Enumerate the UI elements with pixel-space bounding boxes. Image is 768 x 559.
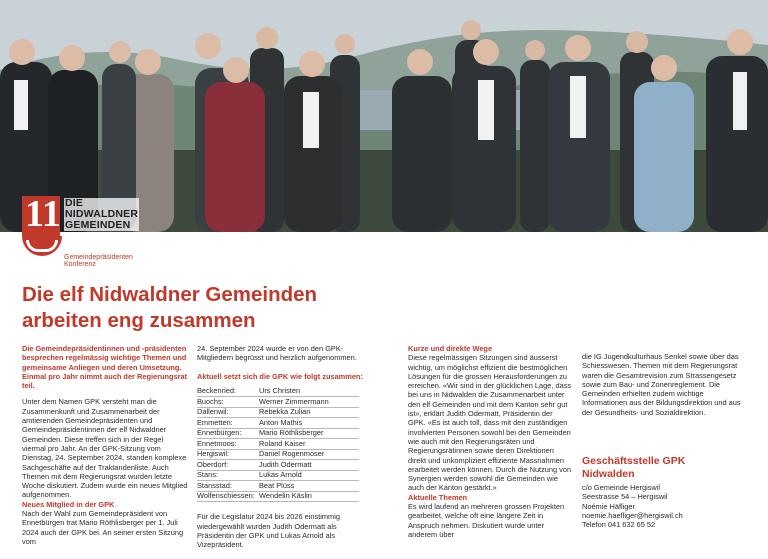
office-line: Noémie Häfliger [582, 501, 635, 511]
outro-paragraph: Für die Legislatur 2024 bis 2026 einstimmig wiedergewählt wurden Judith Odermatt als Präsidentin der GPK und Lukas Arnold als Vizepräsident. [197, 512, 340, 550]
roster-table [197, 387, 359, 502]
roster-row [197, 387, 359, 397]
roster-name: Wendelin Käslin [259, 491, 359, 501]
roster-row [197, 470, 359, 480]
office-line: Telefon 041 632 65 52 [582, 520, 656, 530]
roster-row [197, 449, 359, 459]
office-line: c/o Gemeinde Hergiswil [582, 483, 661, 493]
roster-place: Stans: [197, 470, 259, 480]
roster-body [197, 387, 359, 502]
roster-name: Lukas Arnold [259, 470, 359, 480]
title-line-2: arbeiten eng zusammen [22, 309, 256, 332]
subhead-new-member: Neues Mitglied in der GPK [22, 499, 115, 509]
office-line: Seestrasse 54 – Hergiswil [582, 492, 668, 502]
column-2 [197, 344, 363, 549]
roster-place: Emmetten: [197, 418, 259, 428]
body-paragraph-5: die IG Jugendkulturhaus Senkel sowie über das Schiesswesen. Themen mit dem Regierungsrat waren die Gesamtrevision zum Strassengesetz sowie zum Bau- und Zonenreglement. Die Gemeinden erhielten zudem wichtige Informationen aus der Bildungsdirektion und aus der Gesundheits- und Sozialdirektion. [582, 352, 741, 417]
roster-place: Oberdorf: [197, 460, 259, 470]
roster-place: Beckenried: [197, 387, 259, 397]
logo-number: 11 [25, 193, 61, 235]
roster-name: Roland Kaiser [259, 439, 359, 449]
column-3 [408, 344, 572, 539]
logo-line-2: NIDWALDNER [65, 208, 139, 220]
body-paragraph-4: Es wird laufend an mehreren grossen Projekten gearbeitet, welche oft eine längere Zeit in Anspruch nehmen. Diskutiert wurde unter anderem über [408, 502, 565, 539]
roster-name: Mario Röthlisberger [259, 428, 359, 438]
office-title-line-1: Geschäftsstelle GPK [582, 455, 686, 468]
subhead-current-topics: Aktuelle Themen [408, 492, 468, 502]
roster-row [197, 460, 359, 470]
roster-name: Beat Plüss [259, 481, 359, 491]
subhead-short-ways: Kurze und direkte Wege [408, 344, 493, 353]
roster-place: Buochs: [197, 397, 259, 407]
office-title-line-2: Nidwalden [582, 467, 635, 480]
roster-name: Daniel Rogenmoser [259, 449, 359, 459]
roster-place: Hergiswil: [197, 449, 259, 459]
roster-place: Stansstad: [197, 481, 259, 491]
logo-wordmark [64, 198, 139, 231]
gpk-logo [22, 193, 158, 270]
roster-row [197, 418, 359, 428]
roster-row [197, 481, 359, 491]
roster-name: Urs Christen [259, 387, 359, 397]
roster-row [197, 439, 359, 449]
logo-subtitle-1: Gemeindepräsidenten [64, 254, 133, 261]
roster-row [197, 491, 359, 501]
office-title [582, 455, 748, 480]
body-paragraph-1: Unter dem Namen GPK versteht man die Zusammenkunft und Zusammenarbeit der amtierenden Gemeindepräsidenten und Gemeindepräsidentinnen der elf Nidwaldner Gemeinden. Diese treffen sich in der Regel viermal pro Jahr. An der GPK-Sitzung vom Dienstag, 24. September 2024, standen komplexe Sachgeschäfte auf der Traktandenliste. Auch Themen mit dem Regierungsrat wurden letzte Woche diskutiert. Zudem wurde ein neues Mitglied aufgenommen. [22, 397, 188, 500]
office-line: noemie.haefliger@hergiswil.ch [582, 510, 683, 520]
body-paragraph-3: Diese regelmässigen Sitzungen sind äusserst wichtig, um möglichst effizient die bestmöglichen Lösungen für die grossen Herausforderungen zu erreichen. «Wir sind in der glücklichen Lage, dass bei uns in Nidwalden die Zusammenarbeit unter den elf Gemeinden und mit dem Kanton sehr gut ist», erklärt Judith Odermatt, Präsidentin der GPK. «Es ist auch toll, dass mit den zuständigen involvierten Personen sowohl bei den Gemeinden wie auch mit den Regierungsräten und Regierungsrätinnen sowie deren Direktionen direkt und unkompliziert effiziente Massnahmen erarbeitet werden können. Durch die Nutzung von Synergien werden sowohl die Gemeinden wie auch der Kanton gestärkt.» [408, 353, 572, 493]
subhead-roster: Aktuell setzt sich die GPK wie folgt zusammen: [197, 371, 363, 381]
roster-place: Ennetbürgen: [197, 428, 259, 438]
column-4 [582, 352, 748, 530]
roster-name: Werner Zimmermann [259, 397, 359, 407]
logo-subtitle-2: Konferenz [64, 261, 96, 268]
lead-paragraph: Die Gemeindepräsidentinnen und -präsidenten besprechen regelmässig wichtige Themen und gemeinsame Anliegen und deren Umsetzung. Einmal pro Jahr nimmt auch der Regierungsrat teil. [22, 344, 188, 391]
roster-name: Anton Mathis [259, 418, 359, 428]
roster-row [197, 397, 359, 407]
title-line-1: Die elf Nidwaldner Gemeinden [22, 283, 318, 306]
roster-row [197, 407, 359, 417]
roster-name: Rebekka Zulian [259, 407, 359, 417]
logo-line-3: GEMEINDEN [65, 219, 131, 231]
office-address [582, 483, 748, 529]
logo-line-1: DIE [65, 197, 84, 209]
intro-paragraph: 24. September 2024 wurde er von den GPK-Mitgliedern begrüsst und herzlich aufgenommen. [197, 344, 357, 363]
column-1 [22, 344, 188, 546]
page-title [22, 282, 382, 334]
roster-place: Dallenwil: [197, 407, 259, 417]
roster-place: Wolfenschiessen: [197, 491, 259, 501]
roster-name: Judith Odermatt [259, 460, 359, 470]
roster-place: Ennetmoos: [197, 439, 259, 449]
body-paragraph-2: Nach der Wahl zum Gemeindepräsident von Ennetbürgen trat Mario Röthlisberger per 1. Juli 2024 auch der GPK bei. An seiner ersten Sitzung vom [22, 509, 184, 546]
roster-row [197, 428, 359, 438]
